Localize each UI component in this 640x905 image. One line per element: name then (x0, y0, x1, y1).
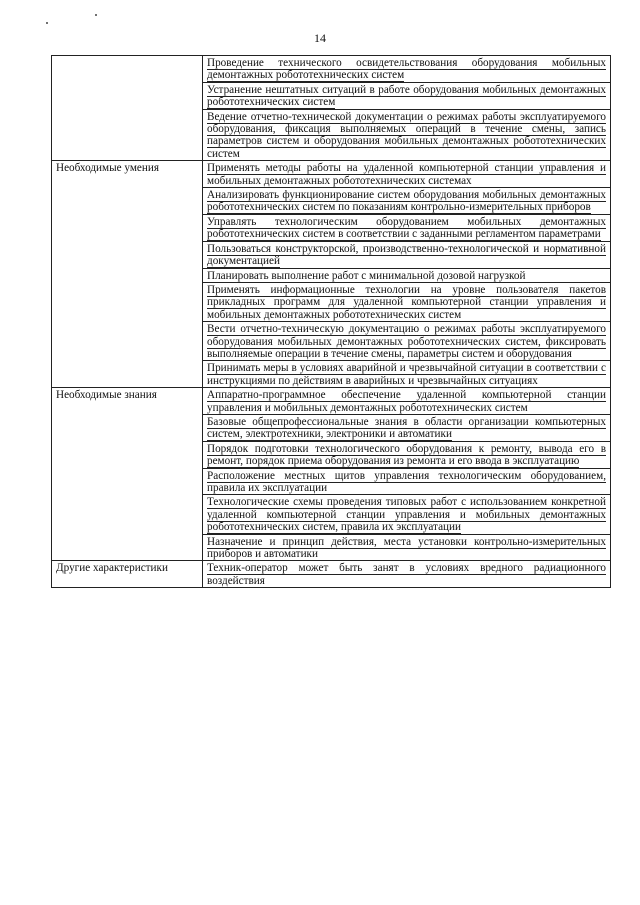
row-item (203, 56, 611, 83)
row-item-text: Анализировать функционирование систем оборудования мобильных демонтажных робототехнических систем по показаниям контрольно-измерительных приборов (207, 189, 606, 214)
row-item-text: Техник-оператор может быть занят в условиях вредного радиационного воздействия (207, 562, 606, 587)
row-item-text: Порядок подготовки технологического оборудования к ремонту, вывода его в ремонт, порядок приема оборудования из ремонта и его ввода в эксплуатацию (207, 442, 606, 468)
row-item-text: Вести отчетно-техническую документацию о режимах работы эксплуатируемого оборудования мобильных демонтажных робототехнических систем, фиксировать выполняемые операции в течение смены, параметры систем и оборудования (207, 323, 606, 360)
row-item-text: Планировать выполнение работ с минимальной дозовой нагрузкой (207, 269, 526, 282)
row-label: Необходимые знания (52, 388, 203, 561)
row-item (203, 241, 611, 268)
scan-speck (95, 14, 97, 16)
row-item (203, 534, 611, 561)
row-item (203, 268, 611, 282)
row-item (203, 161, 611, 188)
row-item (203, 414, 611, 441)
table-row (52, 388, 611, 415)
row-item (203, 214, 611, 241)
row-item-text: Ведение отчетно-технической документации о режимах работы эксплуатируемого оборудования, фиксация выполняемых операций в течение смены, запись параметров систем и оборудования мобильных демонтажных робототехнических систем (207, 110, 606, 160)
row-item (203, 109, 611, 161)
row-item (203, 561, 611, 588)
row-item (203, 495, 611, 534)
row-item-text: Аппаратно-программное обеспечение удаленной компьютерной станции управления и мобильных демонтажных робототехнических систем (207, 389, 606, 414)
row-item (203, 322, 611, 361)
row-item (203, 388, 611, 415)
row-label: Другие характеристики (52, 561, 203, 588)
row-item-text: Расположение местных щитов управления технологическим оборудованием, правила их эксплуатации (207, 469, 606, 494)
row-item-text: Проведение технического освидетельствования оборудования мобильных демонтажных робототехнических систем (207, 57, 606, 82)
competency-table (51, 55, 611, 588)
row-item-text: Пользоваться конструкторской, производственно-технологической и нормативной документацией (207, 242, 606, 268)
table-row (52, 161, 611, 188)
row-item-text: Назначение и принцип действия, места установки контрольно-измерительных приборов и автоматики (207, 535, 606, 561)
row-item-text: Управлять технологическим оборудованием мобильных демонтажных робототехнических систем в соответствии с заданными регламентом параметрами (207, 215, 606, 241)
row-item (203, 361, 611, 388)
row-item (203, 468, 611, 495)
row-item (203, 282, 611, 321)
page-number: 14 (314, 31, 326, 45)
row-item-text: Технологические схемы проведения типовых работ с использованием конкретной удаленной компьютерной станции управления и мобильных демонтажных робототехнических систем, правила их эксплуатации (207, 496, 606, 534)
scan-speck (46, 22, 48, 24)
row-item-text: Устранение нештатных ситуаций в работе оборудования мобильных демонтажных робототехнических систем (207, 83, 606, 109)
row-label (52, 56, 203, 161)
row-item (203, 82, 611, 109)
row-item-text: Применять информационные технологии на уровне пользователя пакетов прикладных программ для удаленной компьютерной станции управления и мобильных демонтажных робототехнических систем (207, 283, 606, 321)
row-item-text: Принимать меры в условиях аварийной и чрезвычайной ситуации в соответствии с инструкциями по действиям в аварийных и чрезвычайных ситуациях (207, 362, 606, 387)
row-label: Необходимые умения (52, 161, 203, 388)
row-item (203, 441, 611, 468)
row-item (203, 188, 611, 215)
row-item-text: Применять методы работы на удаленной компьютерной станции управления и мобильных демонтажных робототехнических системах (207, 162, 606, 187)
table-row (52, 561, 611, 588)
table-row (52, 56, 611, 83)
row-item-text: Базовые общепрофессиональные знания в области организации компьютерных систем, электротехники, электроники и автоматики (207, 415, 606, 441)
